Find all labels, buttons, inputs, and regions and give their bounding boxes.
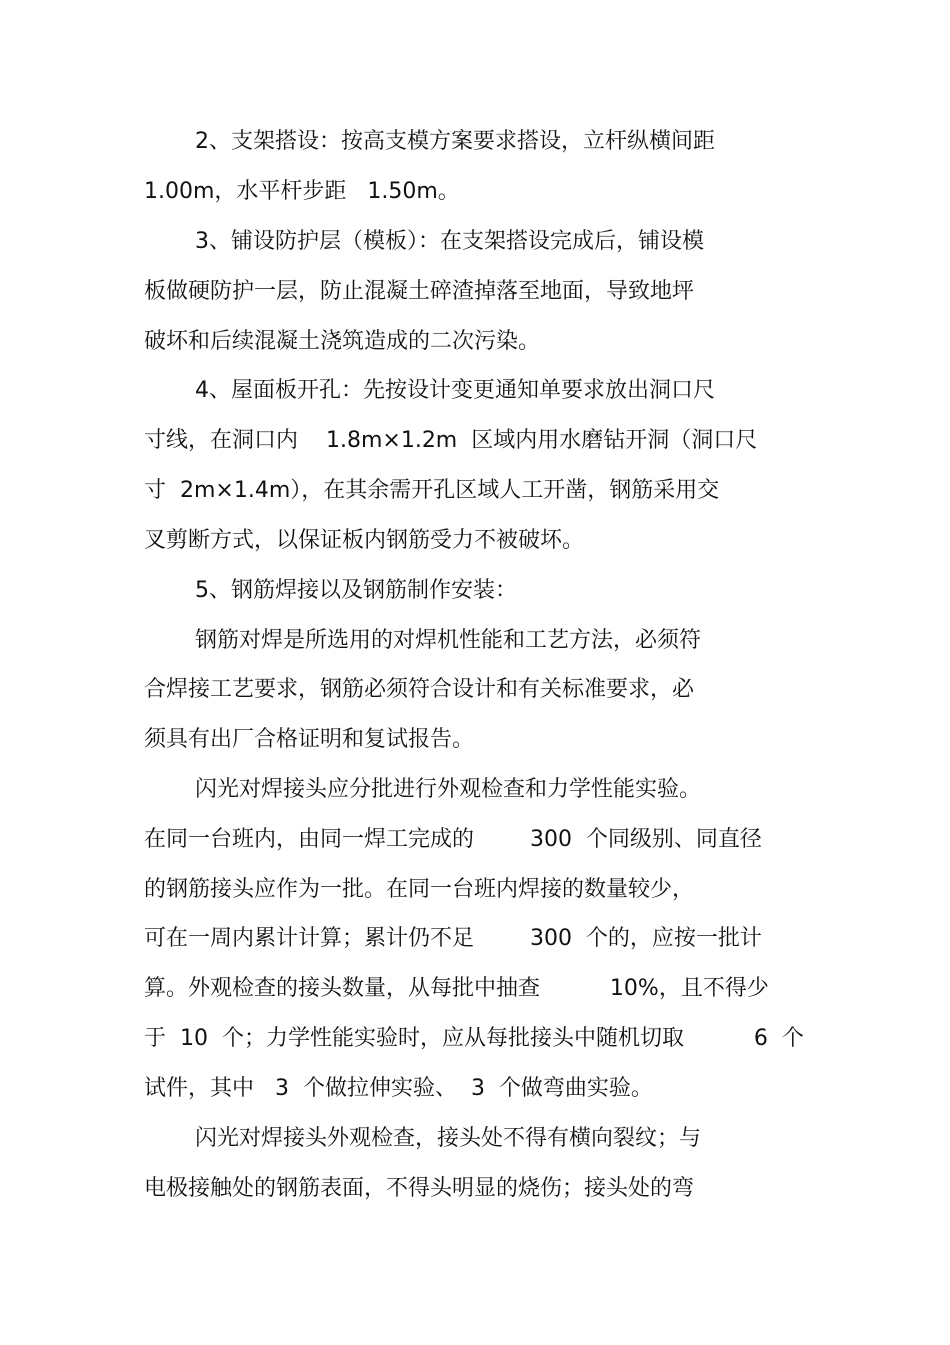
- text-line: 合焊接工艺要求，钢筋必须符合设计和有关标准要求，必: [144, 677, 695, 702]
- text-line: 在同一台班内，由同一焊工完成的 300 个同级别、同直径: [144, 827, 762, 852]
- text-line: 闪光对焊接头应分批进行外观检查和力学性能实验。: [195, 777, 702, 802]
- text-line: 算。外观检查的接头数量，从每批中抽查 10%，且不得少: [144, 976, 769, 1001]
- text-line: 试件，其中 3 个做拉伸实验、 3 个做弯曲实验。: [144, 1076, 653, 1101]
- text-line: 破坏和后续混凝土浇筑造成的二次污染。: [144, 329, 541, 354]
- text-line: 的钢筋接头应作为一批。在同一台班内焊接的数量较少，: [144, 877, 695, 902]
- text-line: 1.00m，水平杆步距 1.50m。: [144, 179, 460, 204]
- text-line: 闪光对焊接头外观检查，接头处不得有横向裂纹；与: [195, 1126, 702, 1151]
- text-line: 须具有出厂合格证明和复试报告。: [144, 727, 475, 752]
- text-line: 4、屋面板开孔：先按设计变更通知单要求放出洞口尺: [195, 378, 715, 403]
- text-line: 3、铺设防护层（模板）：在支架搭设完成后，铺设模: [195, 229, 704, 254]
- text-line: 5、钢筋焊接以及钢筋制作安装：: [195, 578, 517, 603]
- text-line: 叉剪断方式，以保证板内钢筋受力不被破坏。: [144, 528, 585, 553]
- text-line: 寸线，在洞口内 1.8m×1.2m 区域内用水磨钻开洞（洞口尺: [144, 428, 758, 453]
- text-line: 2、支架搭设：按高支模方案要求搭设，立杆纵横间距: [195, 129, 715, 154]
- text-line: 电极接触处的钢筋表面，不得头明显的烧伤；接头处的弯: [144, 1176, 695, 1201]
- text-line: 寸 2m×1.4m），在其余需开孔区域人工开凿，钢筋采用交: [144, 478, 720, 503]
- text-line: 于 10 个；力学性能实验时，应从每批接头中随机切取 6 个: [144, 1026, 804, 1051]
- text-line: 可在一周内累计计算；累计仍不足 300 个的，应按一批计: [144, 926, 762, 951]
- text-line: 板做硬防护一层，防止混凝土碎渣掉落至地面，导致地坪: [144, 279, 695, 304]
- text-line: 钢筋对焊是所选用的对焊机性能和工艺方法，必须符: [195, 628, 702, 653]
